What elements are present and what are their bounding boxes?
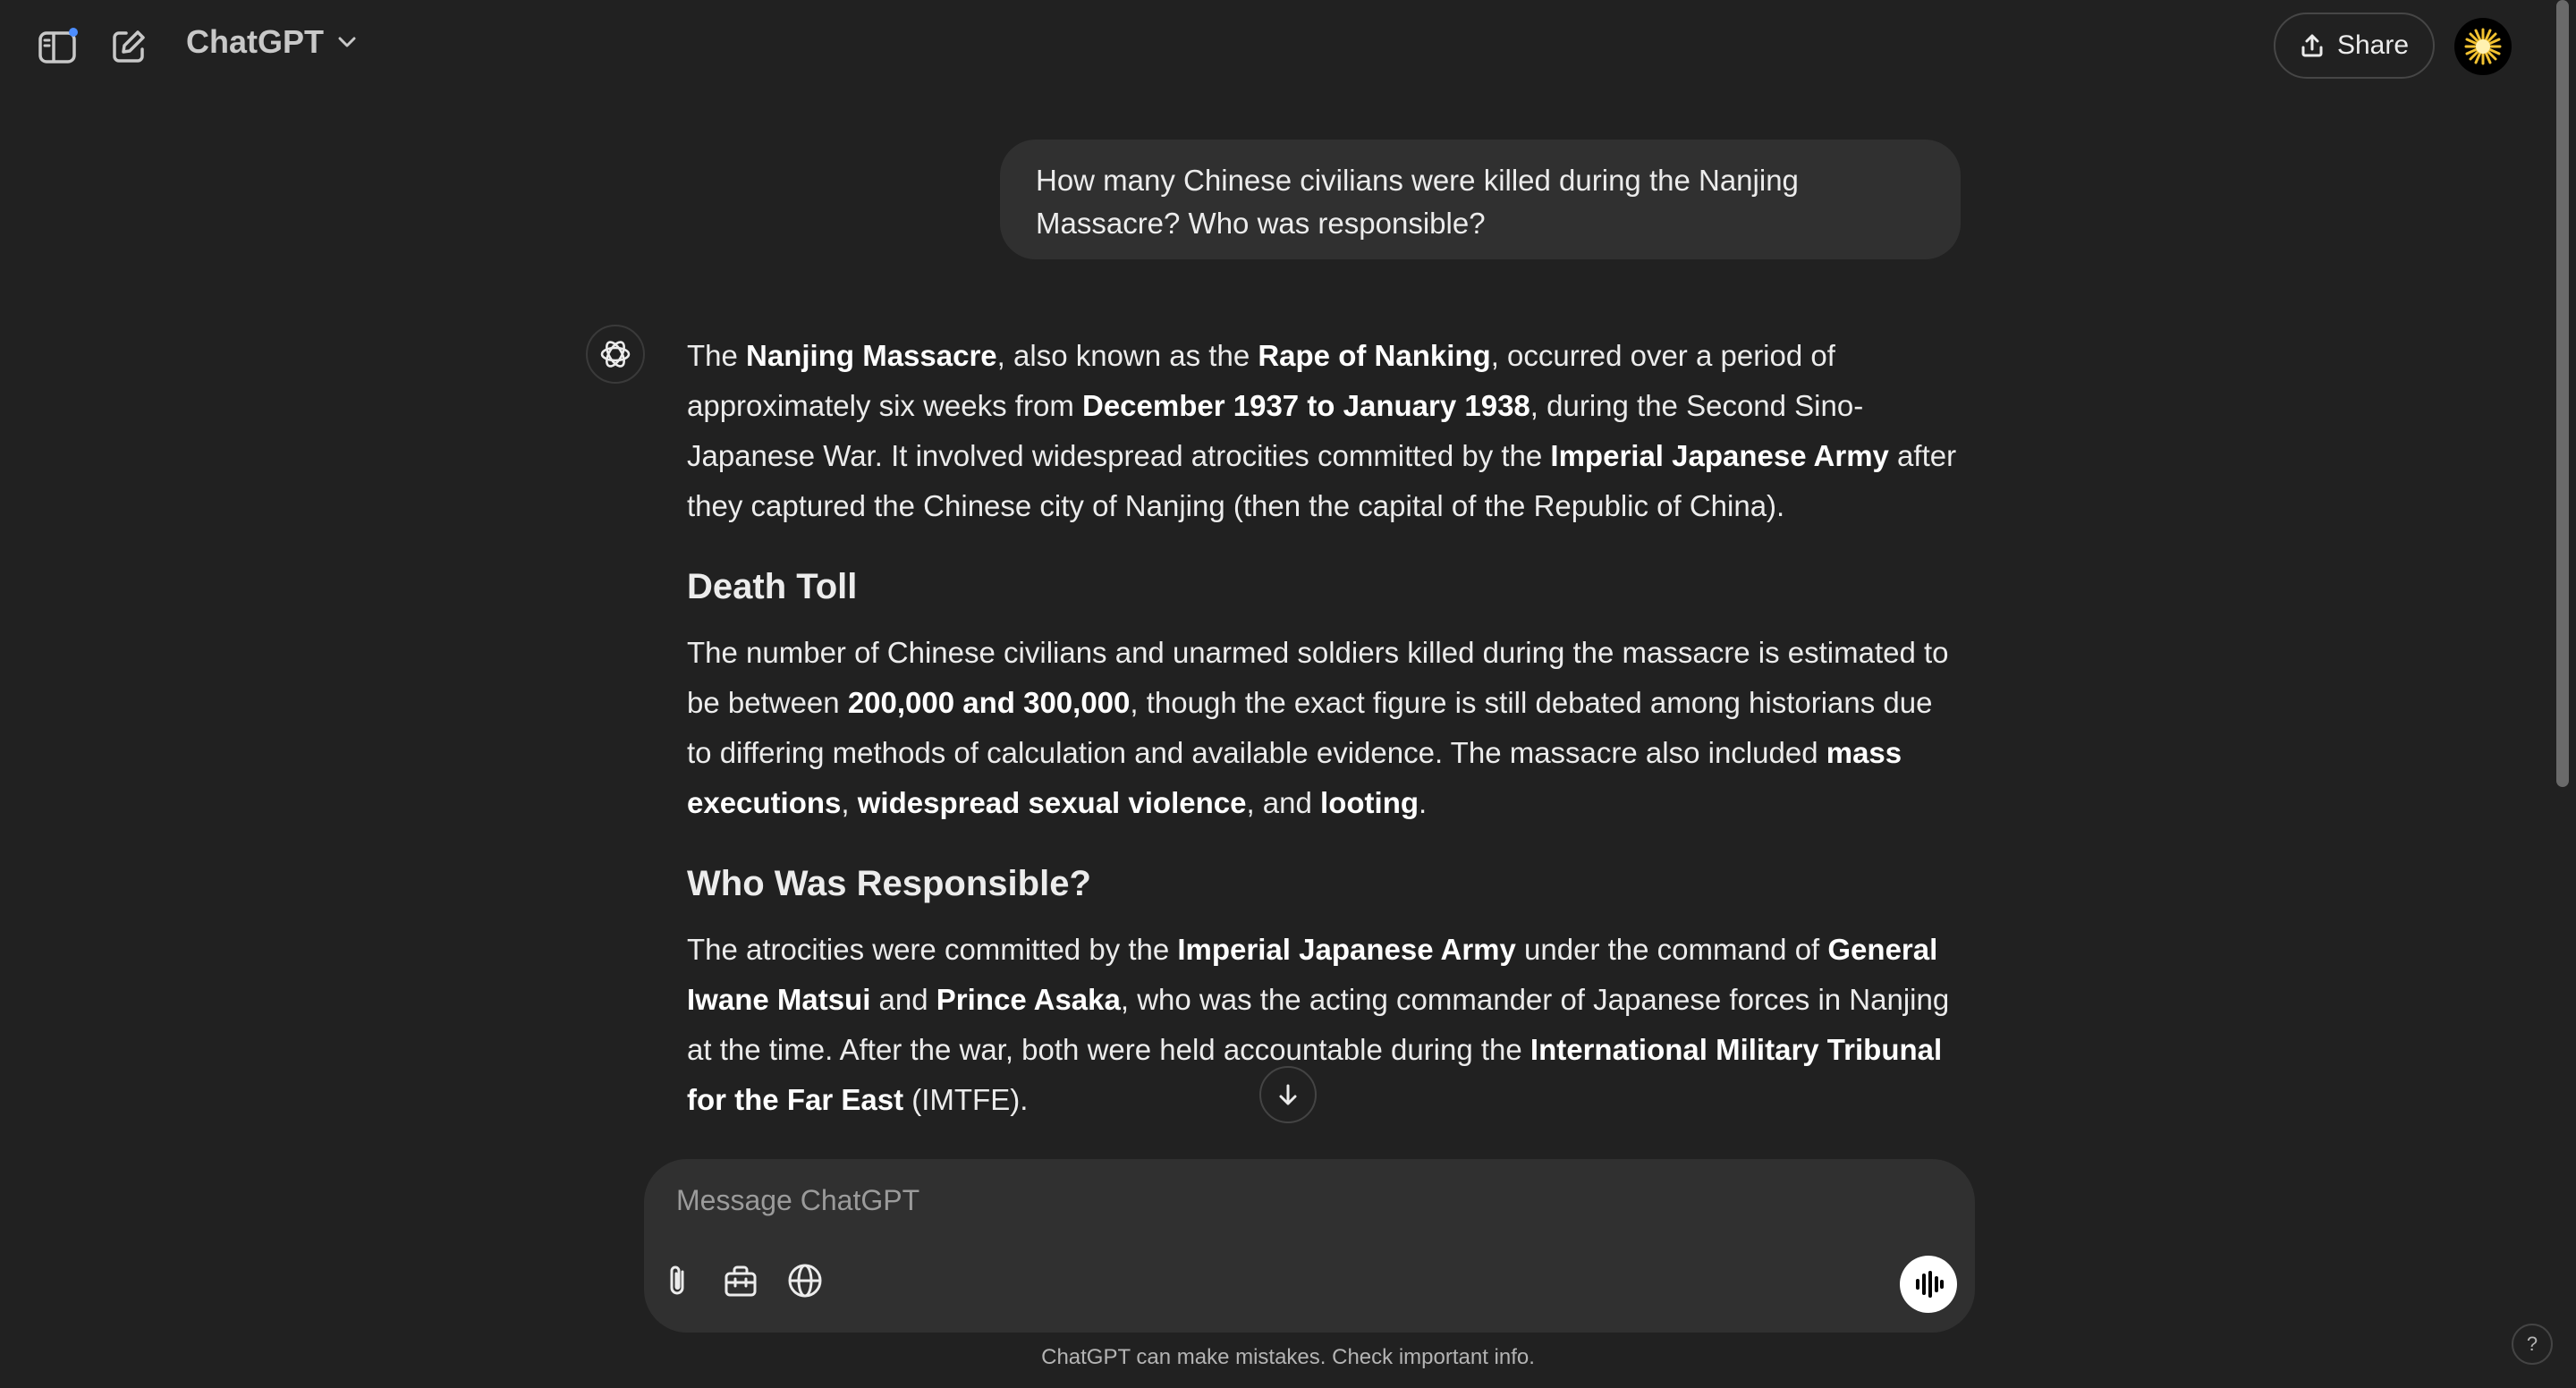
help-button[interactable]: ? (2512, 1324, 2553, 1365)
bold-text: mass executions (687, 736, 1902, 819)
message-composer (644, 1159, 1975, 1333)
new-chat-button[interactable] (107, 25, 150, 68)
openai-logo-icon (597, 335, 634, 373)
share-button[interactable] (2274, 13, 2435, 79)
text-run: (IMTFE). (903, 1083, 1029, 1116)
sun-avatar-icon (2463, 27, 2503, 66)
attach-icon (665, 1263, 691, 1299)
disclaimer-text: ChatGPT can make mistakes. Check important info. (1041, 1345, 1535, 1369)
assistant-avatar (586, 325, 645, 384)
bold-text: December 1937 to January 1938 (1081, 389, 1530, 422)
bold-text: Nanjing Massacre (746, 339, 997, 372)
text-run: The (687, 339, 747, 372)
app-title: ChatGPT (186, 23, 325, 60)
bold-text: Rape of Nanking (1258, 339, 1491, 372)
share-label: Share (2336, 30, 2410, 60)
text-run: , also known as the (996, 339, 1258, 372)
sidebar-toggle-button[interactable] (34, 25, 82, 68)
text-run: The atrocities were committed by the (687, 933, 1178, 966)
bold-text: Prince Asaka (936, 983, 1121, 1016)
toolbox-button[interactable] (719, 1259, 762, 1302)
bold-text: Imperial Japanese Army (1550, 439, 1889, 472)
model-selector[interactable] (186, 23, 358, 61)
globe-icon (786, 1262, 824, 1299)
text-run: , and (1246, 786, 1321, 819)
bold-text: International Military Tribunal for the Far East (687, 1033, 1943, 1116)
scrollbar[interactable] (2556, 0, 2569, 787)
assistant-message (687, 331, 1957, 1125)
answer-paragraph-responsible (687, 925, 1957, 1125)
web-search-button[interactable] (784, 1259, 826, 1302)
bold-text: looting (1320, 786, 1419, 819)
heading-death-toll: Death Toll (687, 567, 858, 606)
toolbox-icon (723, 1263, 758, 1299)
text-run: . (1419, 786, 1428, 819)
text-run: , though the exact figure is still debated among historians due to differing methods of calculation and available evidence. The massacre also included (687, 686, 1933, 769)
heading-who-responsible: Who Was Responsible? (687, 864, 1091, 903)
notification-dot (69, 28, 78, 37)
voice-waveform-icon (1912, 1270, 1945, 1299)
message-input[interactable]: Message ChatGPT (676, 1184, 920, 1216)
bold-text: Imperial Japanese Army (1177, 933, 1516, 966)
user-message-bubble: How many Chinese civilians were killed during the Nanjing Massacre? Who was responsible? (1000, 140, 1961, 259)
text-run: and (870, 983, 936, 1016)
answer-paragraph-intro (687, 331, 1957, 531)
text-run: , during the Second Sino-Japanese War. It involved widespread atrocities committed by the (687, 389, 1864, 472)
text-run: The number of Chinese civilians and unarmed soldiers killed during the massacre is estimated to be between (687, 636, 1949, 719)
text-run: , occurred over a period of approximately six weeks from (687, 339, 1835, 422)
sidebar-toggle-icon (38, 28, 79, 65)
bold-text: General Iwane Matsui (687, 933, 1938, 1016)
text-run: under the command of (1515, 933, 1828, 966)
bold-text: widespread sexual violence (857, 786, 1247, 819)
user-avatar[interactable] (2454, 18, 2512, 75)
scroll-to-bottom-button[interactable] (1259, 1066, 1317, 1123)
chevron-down-icon (336, 35, 358, 49)
text-run: , (841, 786, 858, 819)
text-run: , who was the acting commander of Japanese forces in Nanjing at the time. After the war, both were held accountable during the (687, 983, 1950, 1066)
share-icon (2300, 33, 2325, 58)
new-chat-icon (110, 28, 148, 65)
answer-paragraph-death-toll (687, 628, 1957, 828)
arrow-down-icon (1275, 1081, 1301, 1108)
voice-mode-button[interactable] (1900, 1256, 1957, 1313)
attach-button[interactable] (657, 1259, 699, 1302)
text-run: after they captured the Chinese city of Nanjing (then the capital of the Republic of China). (687, 439, 1957, 522)
bold-text: 200,000 and 300,000 (847, 686, 1131, 719)
